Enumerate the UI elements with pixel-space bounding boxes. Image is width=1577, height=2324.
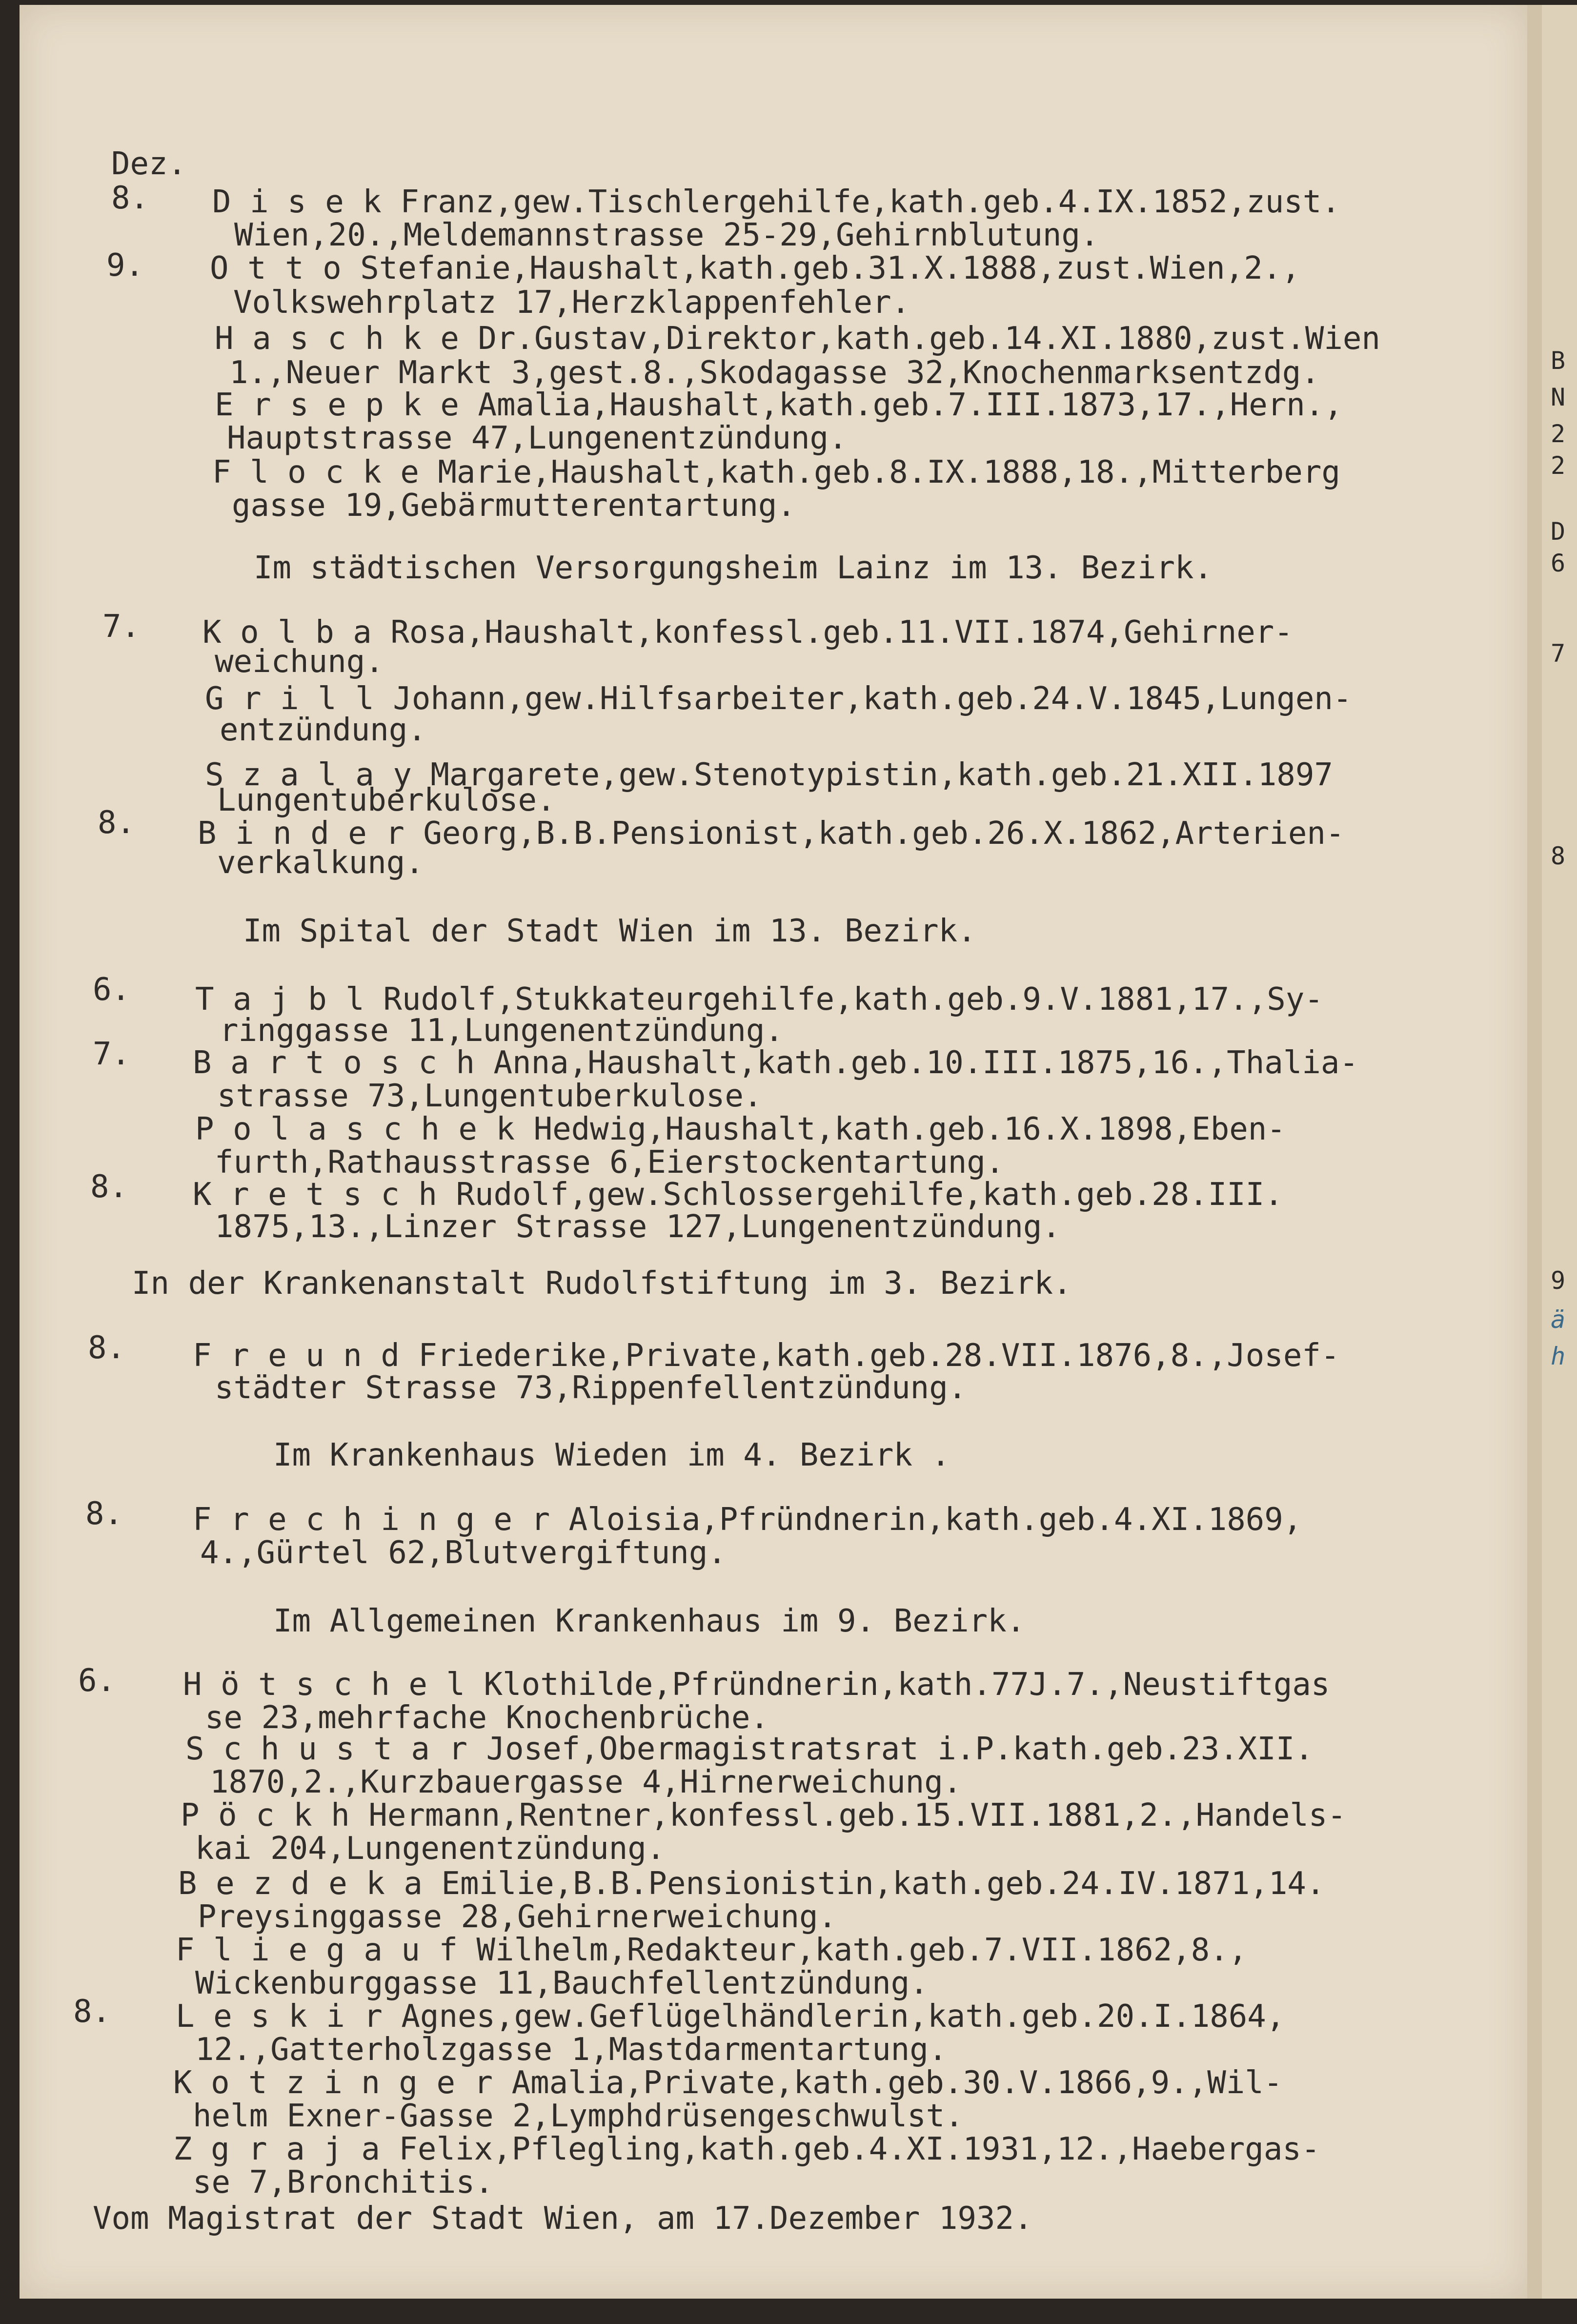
entry-line: H ö t s c h e l Klothilde,Pfründnerin,kath.77J.7.,Neustiftgas xyxy=(183,1667,1330,1703)
entry-line: entzündung. xyxy=(220,712,426,748)
entry-line: 1.,Neuer Markt 3,gest.8.,Skodagasse 32,Knochenmarksentzdg. xyxy=(229,355,1320,391)
entry-line: se 23,mehrfache Knochenbrüche. xyxy=(205,1700,769,1736)
entry-day: 6. xyxy=(78,1663,116,1699)
month-label: Dez. xyxy=(111,146,187,182)
entry-day: 8. xyxy=(88,1330,126,1366)
entry-line: Wien,20.,Meldemannstrasse 25-29,Gehirnblutung. xyxy=(234,217,1099,253)
scan-top-border xyxy=(0,0,1577,5)
entry-line: B i n d e r Georg,B.B.Pensionist,kath.geb.26.X.1862,Arterien- xyxy=(198,815,1345,852)
entry-day: 7. xyxy=(93,1036,131,1072)
entry-line: O t t o Stefanie,Haushalt,kath.geb.31.X.1888,zust.Wien,2., xyxy=(210,250,1300,286)
entry-line: Hauptstrasse 47,Lungenentzündung. xyxy=(227,420,848,456)
adjacent-page-fragment: B xyxy=(1551,347,1566,375)
adjacent-page-fragment: 9 xyxy=(1551,1266,1566,1295)
entry-day: 8. xyxy=(85,1496,123,1532)
entry-line: Preysinggasse 28,Gehirnerweichung. xyxy=(198,1899,837,1935)
entry-line: S c h u s t a r Josef,Obermagistratsrat i.P.kath.geb.23.XII. xyxy=(185,1731,1314,1767)
entry-line: F r e c h i n g e r Aloisia,Pfründnerin,kath.geb.4.XI.1869, xyxy=(193,1502,1302,1538)
entry-line: G r i l l Johann,gew.Hilfsarbeiter,kath.geb.24.V.1845,Lungen- xyxy=(205,681,1352,717)
adjacent-page-fragment: D xyxy=(1551,517,1566,546)
entry-line: strasse 73,Lungentuberkulose. xyxy=(217,1078,763,1114)
entry-line: gasse 19,Gebärmutterentartung. xyxy=(232,488,796,524)
adjacent-page-fragment: 2 xyxy=(1551,420,1566,448)
adjacent-page-fragment: ä xyxy=(1551,1305,1566,1334)
adjacent-page-fragment: 8 xyxy=(1551,842,1566,870)
entry-line: F l i e g a u f Wilhelm,Redakteur,kath.geb.7.VII.1862,8., xyxy=(176,1932,1248,1968)
entry-line: helm Exner-Gasse 2,Lymphdrüsengeschwulst. xyxy=(193,2098,964,2134)
scan-bottom-border xyxy=(0,2299,1577,2324)
entry-line: L e s k i r Agnes,gew.Geflügelhändlerin,kath.geb.20.I.1864, xyxy=(176,1998,1285,2035)
entry-line: kai 204,Lungenentzündung. xyxy=(195,1831,666,1867)
entry-line: furth,Rathausstrasse 6,Eierstockentartung. xyxy=(215,1144,1005,1181)
entry-line: F r e u n d Friederike,Private,kath.geb.28.VII.1876,8.,Josef- xyxy=(193,1338,1340,1374)
entry-day: 6. xyxy=(93,972,131,1008)
entry-line: B a r t o s c h Anna,Haushalt,kath.geb.10.III.1875,16.,Thalia- xyxy=(193,1045,1358,1081)
entry-line: ringgasse 11,Lungenentzündung. xyxy=(220,1013,784,1049)
section-heading: Im Krankenhaus Wieden im 4. Bezirk . xyxy=(273,1437,950,1473)
adjacent-page-fragment: 6 xyxy=(1551,549,1566,577)
entry-line: F l o c k e Marie,Haushalt,kath.geb.8.IX.1888,18.,Mitterberg xyxy=(212,454,1340,490)
entry-line: K o l b a Rosa,Haushalt,konfessl.geb.11.VII.1874,Gehirner- xyxy=(202,614,1293,651)
entry-line: Wickenburggasse 11,Bauchfellentzündung. xyxy=(195,1965,929,2001)
entry-day: 8. xyxy=(73,1994,111,2030)
entry-line: weichung. xyxy=(215,644,384,680)
entry-line: 4.,Gürtel 62,Blutvergiftung. xyxy=(200,1535,727,1571)
entry-day: 8. xyxy=(98,805,136,841)
closing-signature-line: Vom Magistrat der Stadt Wien, am 17.Dezember 1932. xyxy=(93,2201,1033,2237)
section-heading: Im städtischen Versorgungsheim Lainz im 13. Bezirk. xyxy=(254,550,1213,586)
entry-line: T a j b l Rudolf,Stukkateurgehilfe,kath.geb.9.V.1881,17.,Sy- xyxy=(195,981,1323,1018)
entry-line: H a s c h k e Dr.Gustav,Direktor,kath.geb.14.XI.1880,zust.Wien xyxy=(215,321,1380,357)
entry-line: E r s e p k e Amalia,Haushalt,kath.geb.7.III.1873,17.,Hern., xyxy=(215,387,1343,423)
entry-line: Volkswehrplatz 17,Herzklappenfehler. xyxy=(233,285,910,321)
entry-day: 8. xyxy=(111,180,149,216)
adjacent-page-fragment: 7 xyxy=(1551,639,1566,668)
entry-line: 12.,Gatterholzgasse 1,Mastdarmentartung. xyxy=(195,2032,948,2068)
entry-line: K r e t s c h Rudolf,gew.Schlossergehilfe,kath.geb.28.III. xyxy=(193,1177,1283,1213)
section-heading: Im Spital der Stadt Wien im 13. Bezirk. xyxy=(243,913,976,949)
entry-line: P o l a s c h e k Hedwig,Haushalt,kath.geb.16.X.1898,Eben- xyxy=(195,1111,1286,1147)
entry-line: D i s e k Franz,gew.Tischlergehilfe,kath.geb.4.IX.1852,zust. xyxy=(212,184,1340,220)
adjacent-page-fragment: 2 xyxy=(1551,451,1566,480)
entry-line: Z g r a j a Felix,Pflegling,kath.geb.4.XI.1931,12.,Haebergas- xyxy=(173,2131,1320,2167)
section-heading: In der Krankenanstalt Rudolfstiftung im 3. Bezirk. xyxy=(132,1265,1072,1302)
entry-line: Lungentuberkulose. xyxy=(217,782,556,818)
entry-line: städter Strasse 73,Rippenfellentzündung. xyxy=(215,1370,967,1406)
adjacent-page-fragment: h xyxy=(1551,1342,1566,1370)
entry-line: 1875,13.,Linzer Strasse 127,Lungenentzündung. xyxy=(215,1209,1061,1245)
section-heading: Im Allgemeinen Krankenhaus im 9. Bezirk. xyxy=(273,1603,1026,1639)
adjacent-page-strip xyxy=(1542,5,1577,2299)
entry-line: S z a l a y Margarete,gew.Stenotypistin,kath.geb.21.XII.1897 xyxy=(205,757,1333,793)
entry-day: 8. xyxy=(90,1169,128,1205)
entry-line: K o t z i n g e r Amalia,Private,kath.geb.30.V.1866,9.,Wil- xyxy=(173,2065,1283,2101)
entry-day: 7. xyxy=(102,609,141,645)
entry-line: P ö c k h Hermann,Rentner,konfessl.geb.15.VII.1881,2.,Handels- xyxy=(181,1797,1346,1834)
entry-line: se 7,Bronchitis. xyxy=(193,2164,494,2201)
entry-line: B e z d e k a Emilie,B.B.Pensionistin,kath.geb.24.IV.1871,14. xyxy=(178,1866,1325,1902)
adjacent-page-fragment: N xyxy=(1551,383,1566,411)
entry-day: 9. xyxy=(106,247,144,284)
entry-line: verkalkung. xyxy=(217,845,424,881)
entry-line: 1870,2.,Kurzbauergasse 4,Hirnerweichung. xyxy=(210,1764,962,1800)
